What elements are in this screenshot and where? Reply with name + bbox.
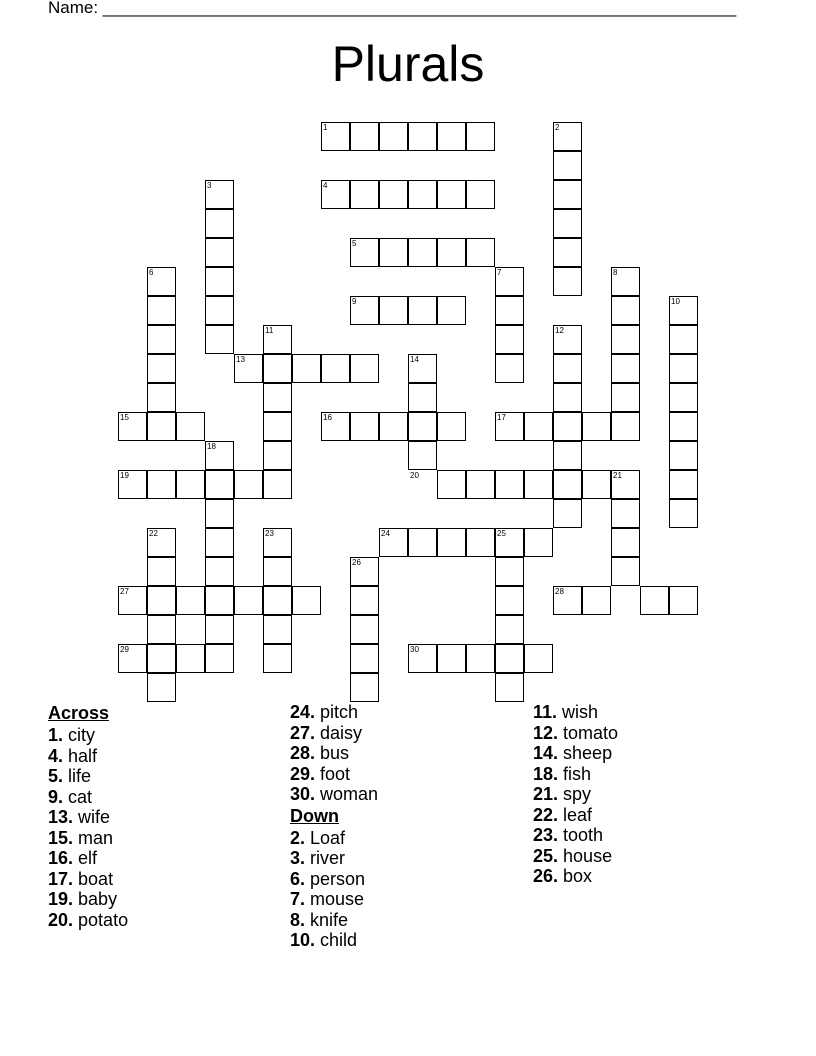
clue-item-text: tooth	[558, 825, 604, 845]
grid-cell[interactable]	[669, 470, 698, 499]
grid-cell[interactable]	[147, 412, 176, 441]
grid-cell[interactable]	[408, 296, 437, 325]
grid-cell[interactable]	[205, 644, 234, 673]
clue-item	[290, 848, 378, 869]
clue-number: 23	[265, 529, 274, 538]
clue-item-text: man	[73, 827, 114, 848]
grid-cell[interactable]	[524, 644, 553, 673]
grid-cell[interactable]	[263, 586, 292, 615]
clue-item-text: half	[63, 745, 98, 766]
grid-cell[interactable]	[524, 528, 553, 557]
grid-cell[interactable]	[553, 151, 582, 180]
clue-item-text: wife	[73, 807, 111, 827]
grid-cell[interactable]	[611, 499, 640, 528]
grid-cell[interactable]	[495, 470, 524, 499]
grid-cell[interactable]	[437, 644, 466, 673]
grid-cell[interactable]	[611, 412, 640, 441]
clue-item-number: 18.	[533, 763, 559, 784]
grid-cell[interactable]	[553, 441, 582, 470]
grid-cell[interactable]	[292, 586, 321, 615]
clue-item-number: 23.	[533, 825, 559, 845]
clue-number: 12	[555, 326, 564, 335]
clue-item-text: Loaf	[305, 827, 346, 848]
clue-item	[290, 910, 378, 931]
clue-number: 17	[497, 413, 506, 422]
clue-item-number: 25.	[533, 845, 559, 866]
grid-cell[interactable]	[611, 325, 640, 354]
clue-number: 24	[381, 529, 390, 538]
clue-item	[48, 910, 128, 931]
grid-cell[interactable]	[466, 122, 495, 151]
clue-item	[290, 930, 378, 951]
grid-cell[interactable]	[147, 586, 176, 615]
grid-cell[interactable]	[408, 412, 437, 441]
clue-number: 29	[120, 645, 129, 654]
clue-item-number: 14.	[533, 743, 559, 763]
clue-item-number: 15.	[48, 827, 74, 848]
clue-item-number: 9.	[48, 786, 64, 807]
grid-cell[interactable]	[669, 412, 698, 441]
clue-item-text: house	[558, 845, 613, 866]
clue-item	[290, 869, 378, 890]
clue-item-number: 3.	[290, 848, 306, 868]
clue-number: 26	[352, 558, 361, 567]
grid-cell[interactable]	[205, 238, 234, 267]
grid-cell[interactable]	[553, 499, 582, 528]
clue-item	[533, 764, 618, 785]
clue-item	[48, 787, 128, 808]
grid-cell[interactable]	[205, 528, 234, 557]
grid-cell[interactable]	[437, 528, 466, 557]
grid-cell[interactable]	[466, 180, 495, 209]
clue-item-number: 26.	[533, 866, 559, 886]
grid-cell[interactable]	[495, 673, 524, 702]
clue-number: 22	[149, 529, 158, 538]
grid-cell[interactable]	[379, 412, 408, 441]
clue-number: 14	[410, 355, 419, 364]
clue-number: 25	[497, 529, 506, 538]
grid-cell[interactable]	[379, 180, 408, 209]
clue-item-number: 2.	[290, 827, 306, 848]
grid-cell[interactable]	[524, 412, 553, 441]
grid-cell[interactable]	[263, 557, 292, 586]
grid-cell[interactable]	[147, 325, 176, 354]
grid-cell[interactable]	[495, 586, 524, 615]
clue-item-text: bus	[315, 743, 350, 763]
grid-cell[interactable]	[495, 615, 524, 644]
grid-cell[interactable]	[205, 470, 234, 499]
grid-cell[interactable]	[437, 470, 466, 499]
grid-cell[interactable]	[379, 296, 408, 325]
clue-item	[48, 889, 128, 910]
grid-cell[interactable]	[495, 557, 524, 586]
clue-item	[290, 702, 378, 723]
puzzle-title: Plurals	[331, 36, 485, 92]
clue-item-number: 4.	[48, 745, 64, 766]
grid-cell[interactable]	[669, 325, 698, 354]
grid-cell[interactable]	[292, 354, 321, 383]
clue-number: 21	[613, 471, 622, 480]
grid-cell[interactable]	[147, 383, 176, 412]
clue-number: 8	[613, 268, 618, 277]
grid-cell[interactable]	[466, 470, 495, 499]
clue-number: 15	[120, 413, 129, 422]
grid-cell[interactable]	[582, 412, 611, 441]
clue-item-text: daisy	[315, 722, 363, 743]
clue-item	[48, 869, 128, 890]
grid-cell[interactable]	[495, 354, 524, 383]
grid-cell[interactable]	[553, 383, 582, 412]
grid-cell[interactable]	[408, 441, 437, 470]
grid-cell[interactable]	[234, 470, 263, 499]
clue-item-number: 21.	[533, 784, 559, 804]
grid-cell[interactable]	[147, 557, 176, 586]
clue-column-1	[48, 702, 128, 930]
grid-cell[interactable]	[147, 470, 176, 499]
grid-cell[interactable]	[379, 122, 408, 151]
clue-item	[48, 807, 128, 828]
grid-cell[interactable]	[437, 238, 466, 267]
clue-item-number: 22.	[533, 804, 559, 825]
grid-cell[interactable]	[205, 615, 234, 644]
clue-number: 9	[352, 297, 357, 306]
clue-item	[48, 746, 128, 767]
clue-item	[48, 725, 128, 746]
clue-item-number: 20.	[48, 909, 74, 930]
grid-cell[interactable]	[263, 412, 292, 441]
grid-cell[interactable]	[582, 470, 611, 499]
clue-item	[290, 743, 378, 764]
grid-cell[interactable]	[437, 412, 466, 441]
clue-item	[290, 889, 378, 910]
grid-cell[interactable]	[350, 586, 379, 615]
grid-cell[interactable]	[234, 586, 263, 615]
grid-cell[interactable]	[205, 267, 234, 296]
clue-item	[48, 766, 128, 787]
clue-item-number: 16.	[48, 848, 74, 868]
grid-cell[interactable]	[553, 180, 582, 209]
clue-item-number: 1.	[48, 725, 64, 745]
clue-item	[290, 723, 378, 744]
grid-cell[interactable]	[350, 180, 379, 209]
clue-number: 19	[120, 471, 129, 480]
clue-item-text: life	[63, 766, 92, 786]
grid-cell[interactable]	[553, 238, 582, 267]
grid-cell[interactable]	[408, 528, 437, 557]
clue-item-number: 24.	[290, 702, 316, 722]
grid-cell[interactable]	[350, 673, 379, 702]
clue-number: 10	[671, 297, 680, 306]
clue-item-text: river	[305, 848, 346, 868]
grid-cell[interactable]	[350, 644, 379, 673]
grid-cell[interactable]	[553, 354, 582, 383]
clue-heading: Down	[290, 805, 339, 826]
clue-item-text: box	[558, 866, 593, 886]
clue-item-text: pitch	[315, 702, 359, 722]
clue-item-number: 7.	[290, 889, 306, 909]
clue-item-text: foot	[315, 763, 351, 784]
grid-cell[interactable]	[350, 412, 379, 441]
clue-item	[290, 828, 378, 849]
grid-cell[interactable]	[640, 586, 669, 615]
clue-item-number: 5.	[48, 766, 64, 786]
grid-cell[interactable]	[408, 383, 437, 412]
clue-item	[533, 784, 618, 805]
clue-item-number: 10.	[290, 930, 316, 950]
clue-number: 11	[265, 326, 274, 335]
clue-item-text: boat	[73, 868, 114, 889]
grid-cell[interactable]	[176, 644, 205, 673]
clue-item-number: 30.	[290, 784, 316, 804]
clue-item-number: 17.	[48, 868, 74, 889]
grid-cell[interactable]	[466, 238, 495, 267]
grid-cell[interactable]	[553, 470, 582, 499]
clue-item-text: sheep	[558, 743, 613, 763]
clue-item-text: mouse	[305, 889, 365, 909]
grid-cell[interactable]	[350, 354, 379, 383]
clue-item-text: person	[305, 868, 366, 889]
clue-number: 4	[323, 181, 328, 190]
clue-item-text: city	[63, 725, 96, 745]
grid-cell[interactable]	[350, 122, 379, 151]
clue-number: 7	[497, 268, 502, 277]
grid-cell[interactable]	[495, 325, 524, 354]
clue-item-text: woman	[315, 784, 379, 804]
grid-cell[interactable]	[205, 209, 234, 238]
grid-cell[interactable]	[669, 383, 698, 412]
clue-number: 3	[207, 181, 212, 190]
clue-item-text: knife	[305, 909, 349, 930]
grid-cell[interactable]	[669, 586, 698, 615]
grid-cell[interactable]	[437, 180, 466, 209]
grid-cell[interactable]	[611, 528, 640, 557]
grid-cell[interactable]	[147, 296, 176, 325]
grid-cell[interactable]	[466, 528, 495, 557]
clue-item-text: cat	[63, 786, 93, 807]
grid-cell[interactable]	[611, 557, 640, 586]
grid-cell[interactable]	[176, 412, 205, 441]
grid-cell[interactable]	[669, 499, 698, 528]
clue-item-text: potato	[73, 909, 129, 930]
clue-item	[533, 866, 618, 887]
grid-cell[interactable]	[437, 296, 466, 325]
clue-item	[48, 828, 128, 849]
grid-cell[interactable]	[147, 644, 176, 673]
grid-cell[interactable]	[321, 354, 350, 383]
clue-number: 18	[207, 442, 216, 451]
grid-cell[interactable]	[205, 296, 234, 325]
grid-cell[interactable]	[379, 238, 408, 267]
clue-item-text: spy	[558, 784, 592, 804]
grid-cell[interactable]	[205, 325, 234, 354]
clue-item	[533, 846, 618, 867]
grid-cell[interactable]	[466, 644, 495, 673]
clue-number: 28	[555, 587, 564, 596]
clue-number: 13	[236, 355, 245, 364]
clue-item	[533, 805, 618, 826]
clue-item-number: 28.	[290, 743, 316, 763]
grid-cell[interactable]	[611, 296, 640, 325]
grid-cell[interactable]	[147, 673, 176, 702]
clue-item-number: 27.	[290, 722, 316, 743]
clue-column-2	[290, 702, 378, 951]
clue-item-text: leaf	[558, 804, 593, 825]
clue-number: 5	[352, 239, 357, 248]
grid-cell[interactable]	[553, 412, 582, 441]
grid-cell[interactable]	[263, 383, 292, 412]
clue-item-number: 12.	[533, 722, 559, 743]
clue-number: 1	[323, 123, 328, 132]
grid-cell[interactable]	[611, 383, 640, 412]
grid-cell[interactable]	[495, 296, 524, 325]
clue-item	[533, 825, 618, 846]
grid-cell[interactable]	[669, 354, 698, 383]
clue-number: 30	[410, 645, 419, 654]
clue-item-number: 13.	[48, 807, 74, 827]
grid-cell[interactable]	[263, 470, 292, 499]
grid-cell[interactable]	[495, 644, 524, 673]
grid-cell[interactable]	[408, 180, 437, 209]
clue-heading: Across	[48, 703, 110, 723]
grid-cell[interactable]	[205, 557, 234, 586]
clue-item-number: 8.	[290, 909, 306, 930]
grid-cell[interactable]	[408, 122, 437, 151]
clue-number: 20	[410, 471, 419, 480]
name-field-label: Name: ___________________________________________________________________	[48, 0, 737, 17]
clue-item-number: 29.	[290, 763, 316, 784]
clue-item-number: 6.	[290, 868, 306, 889]
clue-item-text: baby	[73, 889, 118, 909]
clue-item	[48, 848, 128, 869]
clue-column-3	[533, 702, 618, 887]
clue-item	[290, 784, 378, 805]
grid-cell[interactable]	[408, 238, 437, 267]
grid-cell[interactable]	[263, 644, 292, 673]
grid-cell[interactable]	[176, 470, 205, 499]
grid-cell[interactable]	[553, 209, 582, 238]
grid-cell[interactable]	[263, 615, 292, 644]
clue-item-number: 11.	[533, 702, 558, 722]
clue-item	[533, 723, 618, 744]
grid-cell[interactable]	[350, 615, 379, 644]
clue-number: 2	[555, 123, 560, 132]
grid-cell[interactable]	[147, 615, 176, 644]
clue-item	[533, 702, 618, 723]
grid-cell[interactable]	[147, 354, 176, 383]
clue-item-text: wish	[557, 702, 599, 722]
clue-number: 16	[323, 413, 332, 422]
grid-cell[interactable]	[524, 470, 553, 499]
grid-cell[interactable]	[176, 586, 205, 615]
clue-item-number: 19.	[48, 889, 74, 909]
grid-cell[interactable]	[553, 267, 582, 296]
grid-cell[interactable]	[263, 441, 292, 470]
clue-item-text: child	[315, 930, 358, 950]
grid-cell[interactable]	[437, 122, 466, 151]
grid-cell[interactable]	[205, 586, 234, 615]
clue-item-text: fish	[558, 763, 592, 784]
grid-cell[interactable]	[263, 354, 292, 383]
grid-cell[interactable]	[205, 499, 234, 528]
clue-item	[533, 743, 618, 764]
clue-item	[290, 764, 378, 785]
clue-number: 6	[149, 268, 154, 277]
grid-cell[interactable]	[582, 586, 611, 615]
clue-item-text: tomato	[558, 722, 619, 743]
grid-cell[interactable]	[611, 354, 640, 383]
clue-number: 27	[120, 587, 129, 596]
grid-cell[interactable]	[669, 441, 698, 470]
clue-item-text: elf	[73, 848, 98, 868]
